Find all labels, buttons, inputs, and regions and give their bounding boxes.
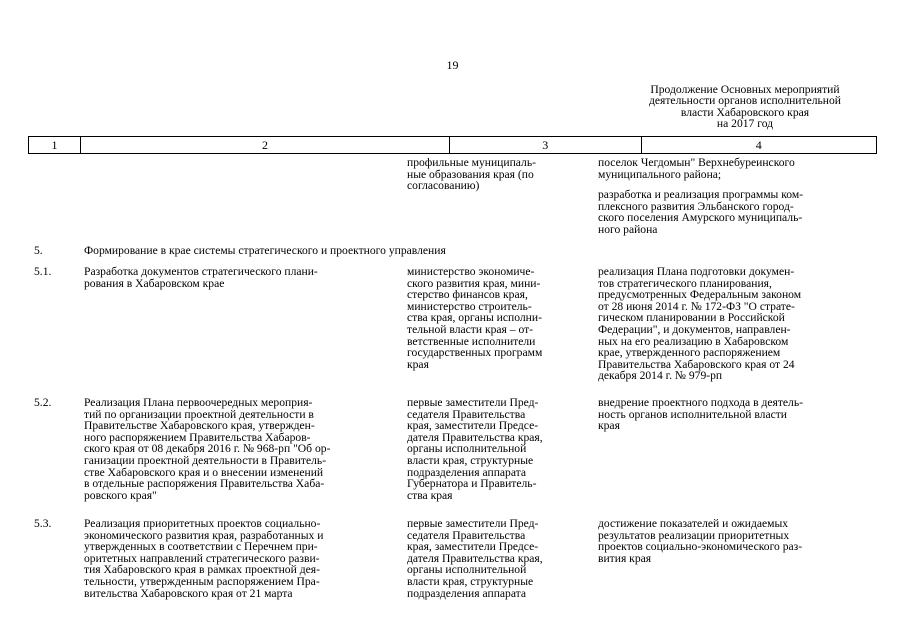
continuation-line: Продолжение Основных мероприятий bbox=[650, 83, 840, 96]
row-result: реализация Плана подготовки докумен- тов стратегического планирования, предусмотренных Федеральным законом от 28 июня 2014 г. № 172-ФЗ "О страте- гическом планировании в Российской Федерации", и документов, направлен- ных на его реализацию в Хабаровском крае, утвержденного распоряжением Правительства Хабаровского края от 24 декабря 2014 г. № 979-рп bbox=[598, 265, 802, 383]
row-number: 5.2. bbox=[34, 396, 52, 409]
column-number-2: 2 bbox=[81, 137, 450, 153]
continuation-line: на 2017 год bbox=[716, 117, 774, 131]
row-activity: Реализация приоритетных проектов социально- экономического развития края, разработанных и утвержденных в соответствии с Перечнем при- оритетных направлений стратегического разви- тия Хабаровского края в рамках проектной дея- тельности, утвержденным распоряжением Пра- вительства Хабаровского края от 21 марта bbox=[84, 517, 324, 600]
carryover-result-a: поселок Чегдомын" Верхнебуреинского муниципального района; bbox=[598, 156, 795, 181]
row-result: внедрение проектного подхода в деятель- ность органов исполнительной власти края bbox=[598, 396, 803, 433]
page-number: 19 bbox=[446, 58, 459, 72]
row-responsible: первые заместители Пред- седателя Правительства края, заместители Предсе- дателя Правительства края, органы исполнительной власти края, структурные подразделения аппарата Губернатора и Правитель- ства края bbox=[407, 396, 543, 502]
row-number: 5.3. bbox=[34, 517, 52, 530]
continuation-line: власти Хабаровского края bbox=[680, 105, 810, 119]
column-number-header bbox=[28, 136, 877, 154]
carryover-responsible: профильные муниципаль- ные образования края (по согласованию) bbox=[407, 156, 536, 193]
column-number-1: 1 bbox=[29, 137, 81, 153]
section-number: 5. bbox=[34, 244, 43, 257]
row-number: 5.1. bbox=[34, 265, 52, 278]
row-responsible: министерство экономиче- ского развития края, мини- стерство финансов края, министерство строитель- ства края, органы исполни- тельной власти края – от- ветственные исполнители государственных программ края bbox=[407, 265, 543, 371]
continuation-title bbox=[615, 84, 875, 130]
carryover-result-b: разработка и реализация программы ком- плексного развития Эльбанского город- ского поселения Амурского муниципаль- ного района bbox=[598, 188, 804, 236]
row-result: достижение показателей и ожидаемых результатов реализации приоритетных проектов социально-экономического раз- вития края bbox=[598, 517, 803, 565]
row-activity: Разработка документов стратегического плани- рования в Хабаровском крае bbox=[84, 265, 318, 290]
column-number-4: 4 bbox=[755, 138, 762, 152]
row-responsible: первые заместители Пред- седателя Правительства края, заместители Предсе- дателя Правительства края, органы исполнительной власти края, структурные подразделения аппарата bbox=[407, 517, 543, 600]
continuation-line: деятельности органов исполнительной bbox=[648, 94, 842, 108]
column-number-3: 3 bbox=[450, 137, 642, 153]
row-activity: Реализация Плана первоочередных мероприя- тий по организации проектной деятельности в Правительстве Хабаровского края, утвержден- ного распоряжением Правительства Хабаров- ского края от 08 декабря 2016 г. № 968-рп "Об ор- ганизации проектной деятельности в Правитель- стве Хабаровского края и о внесении изменений в отдельные распоряжения Правительства Хаба- ровского края" bbox=[84, 396, 331, 502]
section-title: Формирование в крае системы стратегического и проектного управления bbox=[84, 244, 446, 257]
